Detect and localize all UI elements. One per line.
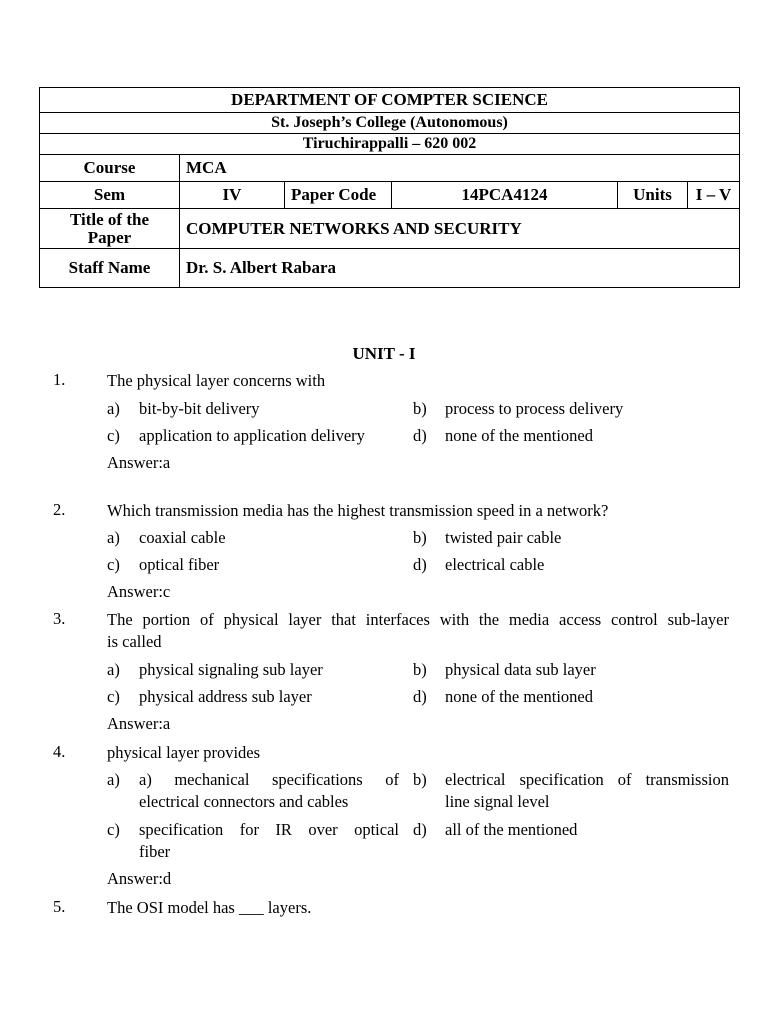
option-text: electrical cable <box>445 555 545 574</box>
title-label-line1: Title of the <box>69 209 149 229</box>
option-text-line1: specification for IR over optical <box>139 820 399 839</box>
question-number: 3. <box>53 609 66 628</box>
question-text-line1: The portion of physical layer that interfaces with the media access control sub-layer <box>107 610 729 629</box>
option-label: a) <box>107 660 120 679</box>
title-label <box>40 209 180 249</box>
title-value: COMPUTER NETWORKS AND SECURITY <box>180 209 740 249</box>
question-text: physical layer provides <box>107 743 261 762</box>
option-label: b) <box>413 399 427 418</box>
option-text: optical fiber <box>139 555 220 574</box>
question-text: Which transmission media has the highest transmission speed in a network? <box>107 501 609 520</box>
option-text: bit-by-bit delivery <box>139 399 260 418</box>
question-text: The physical layer concerns with <box>107 371 326 390</box>
staff-label: Staff Name <box>40 249 180 288</box>
option-text: physical address sub layer <box>139 687 312 706</box>
option-label: d) <box>413 820 427 839</box>
course-label: Course <box>40 155 180 182</box>
option-text: coaxial cable <box>139 528 226 547</box>
option-label: a) <box>107 528 120 547</box>
question-text-line2: is called <box>107 632 162 651</box>
option-label: b) <box>413 528 427 547</box>
option-label: b) <box>413 770 427 789</box>
option-text-line1: electrical specification of transmission <box>445 770 729 789</box>
paper-code-value: 14PCA4124 <box>392 182 618 209</box>
units-label: Units <box>618 182 688 209</box>
option-label: b) <box>413 660 427 679</box>
option-label: d) <box>413 687 427 706</box>
option-text: physical data sub layer <box>445 660 596 679</box>
college-name: St. Joseph’s College (Autonomous) <box>40 113 740 134</box>
option-text: none of the mentioned <box>445 426 594 445</box>
department-name: DEPARTMENT OF COMPTER SCIENCE <box>40 88 740 113</box>
option-label: d) <box>413 555 427 574</box>
answer: Answer:d <box>107 869 172 888</box>
option-label: a) <box>107 770 120 789</box>
paper-code-label: Paper Code <box>285 182 392 209</box>
option-text: physical signaling sub layer <box>139 660 323 679</box>
option-text-line2: line signal level <box>445 792 550 811</box>
question-number: 1. <box>53 370 66 389</box>
college-city: Tiruchirappalli – 620 002 <box>40 134 740 155</box>
option-label: d) <box>413 426 427 445</box>
answer: Answer:c <box>107 582 171 601</box>
option-label: c) <box>107 820 120 839</box>
question-number: 4. <box>53 742 66 761</box>
option-text: application to application delivery <box>139 426 365 445</box>
option-text: twisted pair cable <box>445 528 562 547</box>
question-number: 2. <box>53 500 66 519</box>
question-number: 5. <box>53 897 66 916</box>
option-text: none of the mentioned <box>445 687 594 706</box>
option-text: all of the mentioned <box>445 820 578 839</box>
course-value: MCA <box>180 155 740 182</box>
option-label: c) <box>107 426 120 445</box>
option-text-line1: a) mechanical specifications of <box>139 770 399 789</box>
answer: Answer:a <box>107 714 171 733</box>
option-text-line2: electrical connectors and cables <box>139 792 349 811</box>
answer: Answer:a <box>107 453 171 472</box>
option-label: c) <box>107 687 120 706</box>
title-label-line2: Paper <box>87 227 132 247</box>
header-table <box>39 87 740 288</box>
units-value: I – V <box>688 182 740 209</box>
sem-label: Sem <box>40 182 180 209</box>
option-text: process to process delivery <box>445 399 624 418</box>
sem-value: IV <box>180 182 285 209</box>
option-text-line2: fiber <box>139 842 171 861</box>
unit-title: UNIT - I <box>352 344 416 363</box>
option-label: c) <box>107 555 120 574</box>
question-text: The OSI model has ___ layers. <box>107 898 312 917</box>
option-label: a) <box>107 399 120 418</box>
staff-value: Dr. S. Albert Rabara <box>180 249 740 288</box>
